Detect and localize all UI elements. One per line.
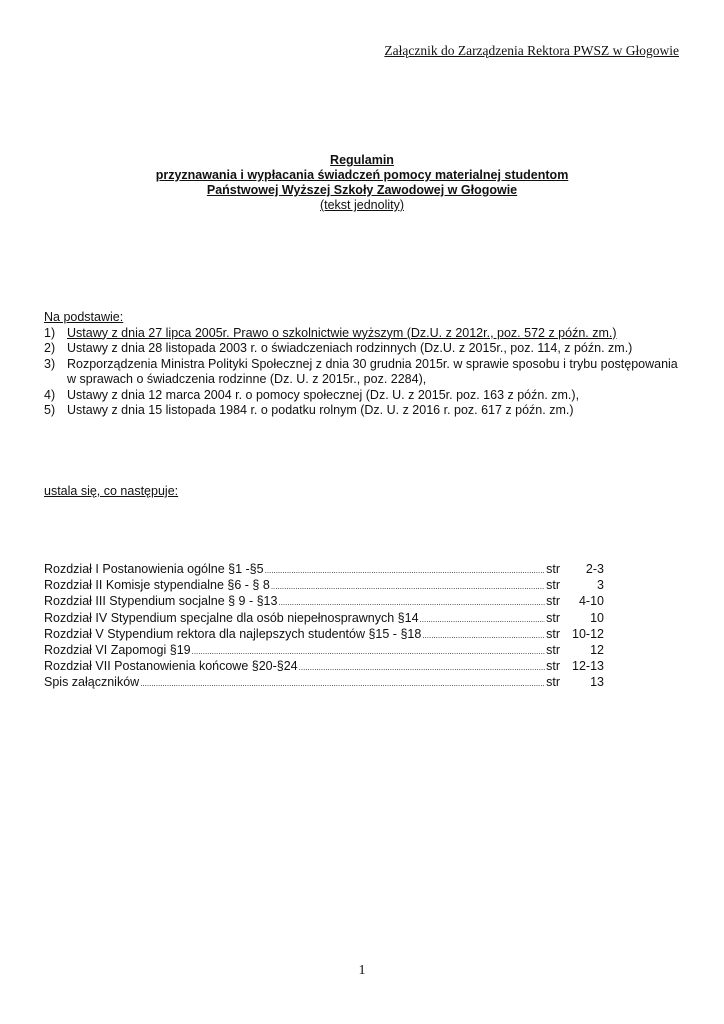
toc-label: Rozdział V Stypendium rektora dla najlepszych studentów §15 - §18 [44, 626, 422, 641]
legal-basis-item [44, 388, 684, 404]
legal-basis-text: Ustawy z dnia 27 lipca 2005r. Prawo o szkolnictwie wyższym (Dz.U. z 2012r., poz. 572 z późn. zm.) [67, 325, 617, 340]
toc-str: str [546, 594, 560, 609]
toc-entry [44, 643, 604, 659]
legal-basis-heading: Na podstawie: [44, 310, 124, 324]
toc-entry [44, 611, 604, 627]
legal-basis-text: Ustawy z dnia 12 marca 2004 r. o pomocy społecznej (Dz. U. z 2015r. poz. 163 z późn. zm.), [67, 387, 580, 402]
toc-str: str [546, 578, 560, 593]
toc-leader-dots [422, 631, 545, 640]
toc-leader-dots [192, 647, 546, 656]
toc-entry [44, 562, 604, 578]
toc-page: 3 [597, 578, 604, 593]
toc-str: str [546, 675, 560, 690]
toc-leader-dots [140, 679, 545, 688]
toc-label: Rozdział VI Zapomogi §19 [44, 642, 191, 657]
title-line-2: przyznawania i wypłacania świadczeń pomocy materialnej studentom [155, 168, 569, 182]
toc-page: 12 [590, 642, 604, 657]
toc-page: 2-3 [585, 562, 604, 576]
legal-basis-item [44, 326, 684, 342]
toc-label: Spis załączników [44, 675, 140, 690]
toc-str: str [546, 562, 560, 576]
legal-basis-number: 4) [44, 387, 56, 402]
legal-basis-number: 3) [44, 356, 56, 371]
title-line-4: (tekst jednolity) [319, 198, 405, 212]
toc-label: Rozdział IV Stypendium specjalne dla osób niepełnosprawnych §14 [44, 610, 419, 625]
legal-basis-item [44, 341, 684, 357]
toc-entry [44, 627, 604, 643]
title-line-3: Państwowej Wyższej Szkoły Zawodowej w Głogowie [206, 183, 518, 197]
title-line-1: Regulamin [330, 153, 394, 167]
legal-basis-text: Rozporządzenia Ministra Polityki Społecznej z dnia 30 grudnia 2015r. w sprawie sposobu i trybu postępowania w sprawach o świadczenia rodzinne (Dz. U. z 2015r., poz. 2284), [67, 356, 678, 386]
toc-entry [44, 659, 604, 675]
toc-str: str [546, 659, 560, 674]
legal-basis-text: Ustawy z dnia 15 listopada 1984 r. o podatku rolnym (Dz. U. z 2016 r. poz. 617 z późn. zm.) [67, 403, 574, 417]
toc-leader-dots [278, 598, 545, 607]
toc-page: 13 [590, 675, 604, 690]
attachment-note: Załącznik do Zarządzenia Rektora PWSZ w Głogowie [384, 43, 679, 58]
toc-label: Rozdział VII Postanowienia końcowe §20-§24 [44, 659, 298, 674]
toc-str: str [546, 626, 560, 641]
toc-page: 4-10 [578, 594, 604, 609]
page-number: 1 [358, 963, 366, 978]
toc-label: Rozdział I Postanowienia ogólne §1 -§5 [44, 562, 264, 576]
legal-basis [44, 310, 684, 419]
toc-label: Rozdział III Stypendium socjalne § 9 - §13 [44, 594, 278, 609]
toc-label: Rozdział II Komisje stypendialne §6 - § 8 [44, 578, 270, 593]
legal-basis-item [44, 403, 684, 419]
table-of-contents [44, 562, 604, 692]
legal-basis-number: 2) [44, 341, 56, 355]
toc-page: 10 [590, 610, 604, 625]
toc-entry [44, 578, 604, 594]
toc-page: 12-13 [572, 659, 604, 674]
toc-str: str [546, 642, 560, 657]
toc-leader-dots [265, 566, 546, 575]
legal-basis-item [44, 357, 684, 388]
toc-str: str [546, 610, 560, 625]
toc-leader-dots [271, 582, 545, 591]
regulation-title [0, 153, 724, 213]
enactment-phrase: ustala się, co następuje: [44, 484, 179, 498]
toc-leader-dots [299, 663, 545, 672]
legal-basis-number: 5) [44, 403, 56, 417]
legal-basis-text: Ustawy z dnia 28 listopada 2003 r. o świadczeniach rodzinnych (Dz.U. z 2015r., poz. 114, z późn. zm.) [67, 341, 633, 355]
toc-entry [44, 675, 604, 691]
legal-basis-number: 1) [44, 325, 56, 340]
toc-page: 10-12 [572, 626, 604, 641]
toc-entry [44, 594, 604, 610]
toc-leader-dots [420, 615, 546, 624]
